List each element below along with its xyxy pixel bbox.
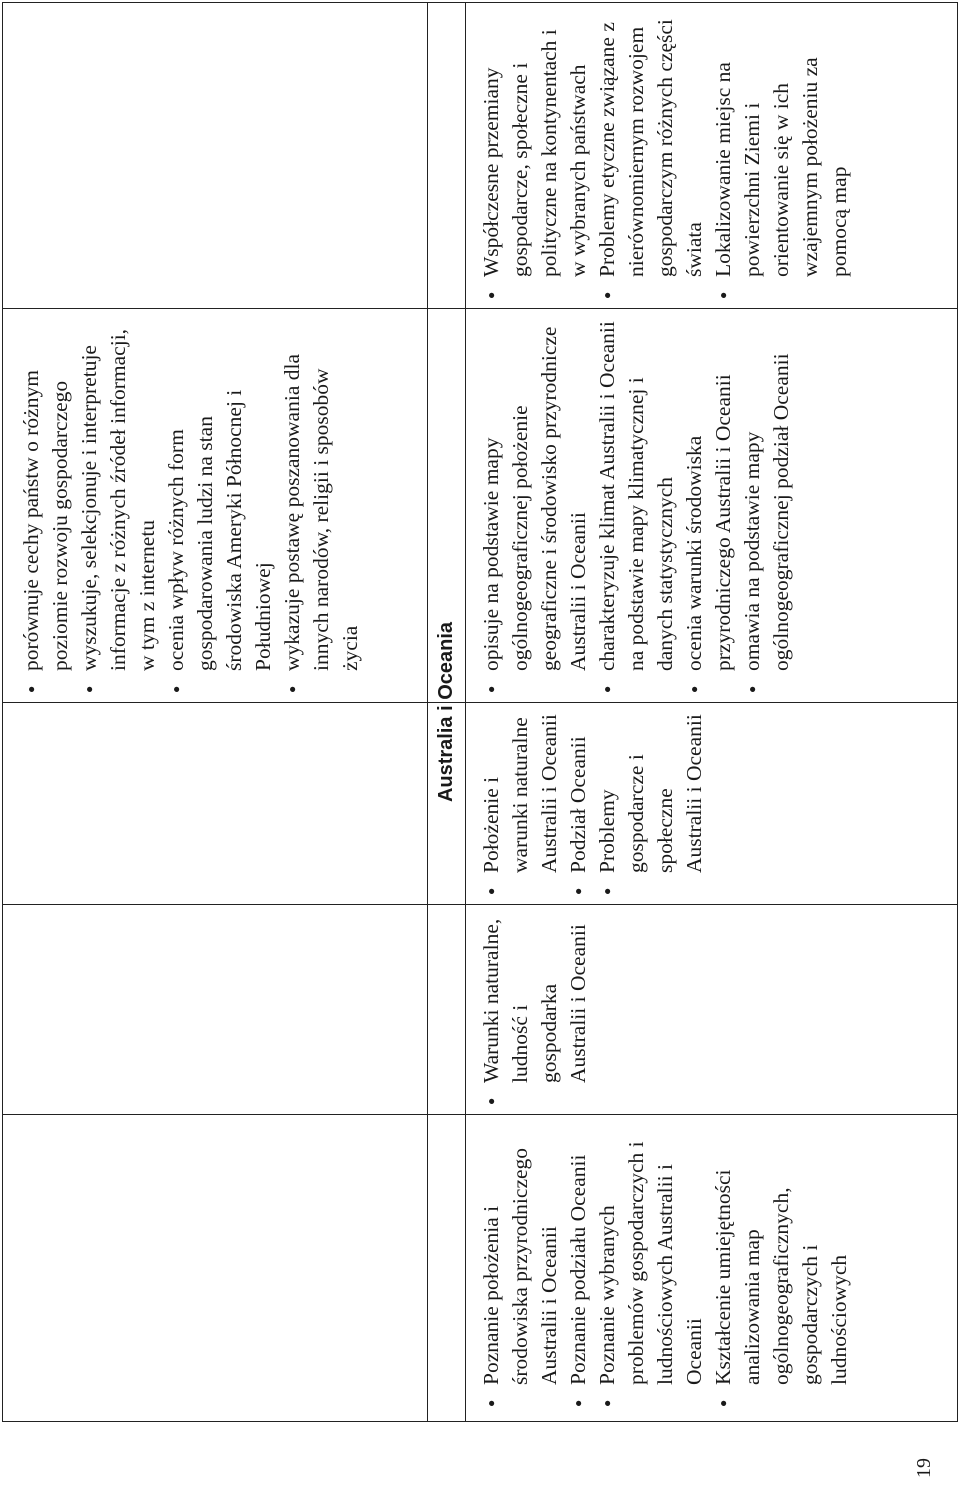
list-item: ● Warunki naturalne, ludność i gospodarka Australii i Oceanii — [477, 915, 593, 1105]
list-item: ● omawia na podstawie mapy ogólnogeograficznej podział Oceanii — [738, 319, 796, 693]
list-item: ● Problemy etyczne związane z nierównomiernym rozwojem gospodarczym różnych części świata — [593, 13, 709, 299]
list-item: ● Lokalizowanie miejsc na powierzchni Ziemi i orientowanie się w ich wzajemnym położeniu za pomocą map — [709, 13, 854, 299]
list-item: ● wyszukuje, selekcjonuje i interpretuje informacje z różnych źródeł informacji, w tym z internetu — [75, 319, 162, 693]
list-item: ● Poznanie podziału Oceanii — [564, 1127, 593, 1407]
list-item: ● wykazuje postawę poszanowania dla innych narodów, religii i sposobów życia — [278, 319, 365, 693]
list-item: ● Położenie i warunki naturalne Australii i Oceanii — [477, 713, 564, 895]
list-item: ● porównuje cechy państw o różnym poziomie rozwoju gospodarczego — [17, 319, 75, 693]
column-divider — [3, 1114, 957, 1115]
units-cell — [469, 907, 955, 1113]
list-item: ● Podział Oceanii — [564, 713, 593, 895]
column-divider — [3, 702, 957, 703]
list-item: ● Poznanie wybranych problemów gospodarczych i ludnościowych Australii i Oceanii — [593, 1127, 709, 1407]
content-cell — [469, 5, 955, 307]
list-item: ● opisuje na podstawie mapy ogólnogeograficznej położenie geograficzne i środowisko przyrodnicze Australii i Oceanii — [477, 319, 593, 693]
list-item: ● charakteryzuje klimat Australii i Oceanii na podstawie mapy klimatycznej i danych statystycznych — [593, 319, 680, 693]
outcomes-cell — [469, 311, 955, 701]
goals-cell — [469, 1117, 955, 1417]
page-number: 19 — [913, 1458, 935, 1478]
list-item: ● ocenia wpływ różnych form gospodarowania ludzi na stan środowiska Ameryki Północnej i Południowej — [162, 319, 278, 693]
row-divider — [465, 3, 466, 1421]
list-item: ● Współczesne przemiany gospodarcze, społeczne i polityczne na kontynentach i w wybranych państwach — [477, 13, 593, 299]
list-item: ● Kształcenie umiejętności analizowania map ogólnogeograficznych, gospodarczych i ludnościowych — [709, 1127, 854, 1407]
topics-cell — [469, 705, 955, 903]
column-divider — [3, 904, 957, 905]
column-divider — [3, 308, 957, 309]
list-item: ● Poznanie położenia i środowiska przyrodniczego Australii i Oceanii — [477, 1127, 564, 1407]
section-header: Australia i Oceania — [435, 621, 457, 803]
curriculum-table — [2, 2, 958, 1422]
top-outcomes-cell — [9, 311, 425, 701]
list-item: ● ocenia warunki środowiska przyrodniczego Australii i Oceanii — [680, 319, 738, 693]
list-item: ● Problemy gospodarcze i społeczne Australii i Oceanii — [593, 713, 709, 895]
